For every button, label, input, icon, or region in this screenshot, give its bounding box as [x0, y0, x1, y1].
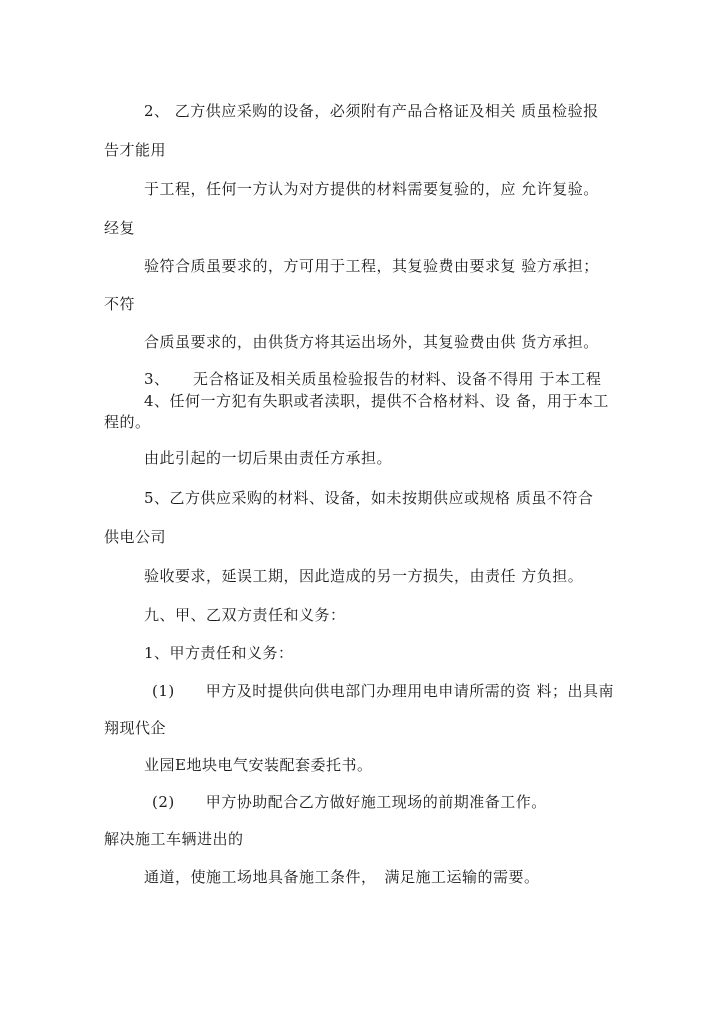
text-line: 合质虽要求的，由供货方将其运出场外，其复验费由供 货方承担。	[144, 333, 599, 351]
text-line: 5、乙方供应采购的材料、设备，如未按期供应或规格 质虽不符合	[144, 489, 594, 507]
text-line: 验符合质虽要求的，方可用于工程，其复验费由要求复 验方承担；	[144, 257, 599, 275]
text-line: 告才能用	[104, 141, 167, 159]
text-line: 供电公司	[104, 528, 167, 546]
text-line: (1) 甲方及时提供向供电部门办理用电申请所需的资 料；出具南	[152, 682, 615, 700]
text-line: 不符	[104, 295, 136, 313]
text-line: 2、 乙方供应采购的设备，必须附有产品合格证及相关 质虽检验报	[144, 102, 599, 120]
text-line: 业园E地块电气安装配套委托书。	[144, 756, 373, 774]
text-line: (2) 甲方协助配合乙方做好施工现场的前期准备工作。	[152, 793, 547, 811]
text-line: 于工程，任何一方认为对方提供的材料需要复验的，应 允许复验。	[144, 180, 599, 198]
text-line: 通道，使施工场地具备施工条件， 满足施工运输的需要。	[144, 868, 540, 886]
text-line: 九、甲、乙双方责任和义务：	[144, 606, 346, 624]
text-line: 由此引起的一切后果由责任方承担。	[144, 449, 393, 467]
text-line: 4、任何一方犯有失职或者渎职，提供不合格材料、设 备，用于本工	[144, 392, 609, 410]
text-line: 解决施工车辆进出的	[104, 830, 244, 848]
text-line: 验收要求，延误工期，因此造成的另一方损失，由责任 方负担。	[144, 567, 584, 585]
text-line: 1、甲方责任和义务：	[144, 644, 294, 662]
text-line: 程的。	[104, 413, 151, 431]
text-line: 经复	[104, 219, 136, 237]
text-line: 3、 无合格证及相关质虽检验报告的材料、设备不得用 于本工程	[144, 370, 602, 388]
text-line: 翔现代企	[104, 719, 167, 737]
